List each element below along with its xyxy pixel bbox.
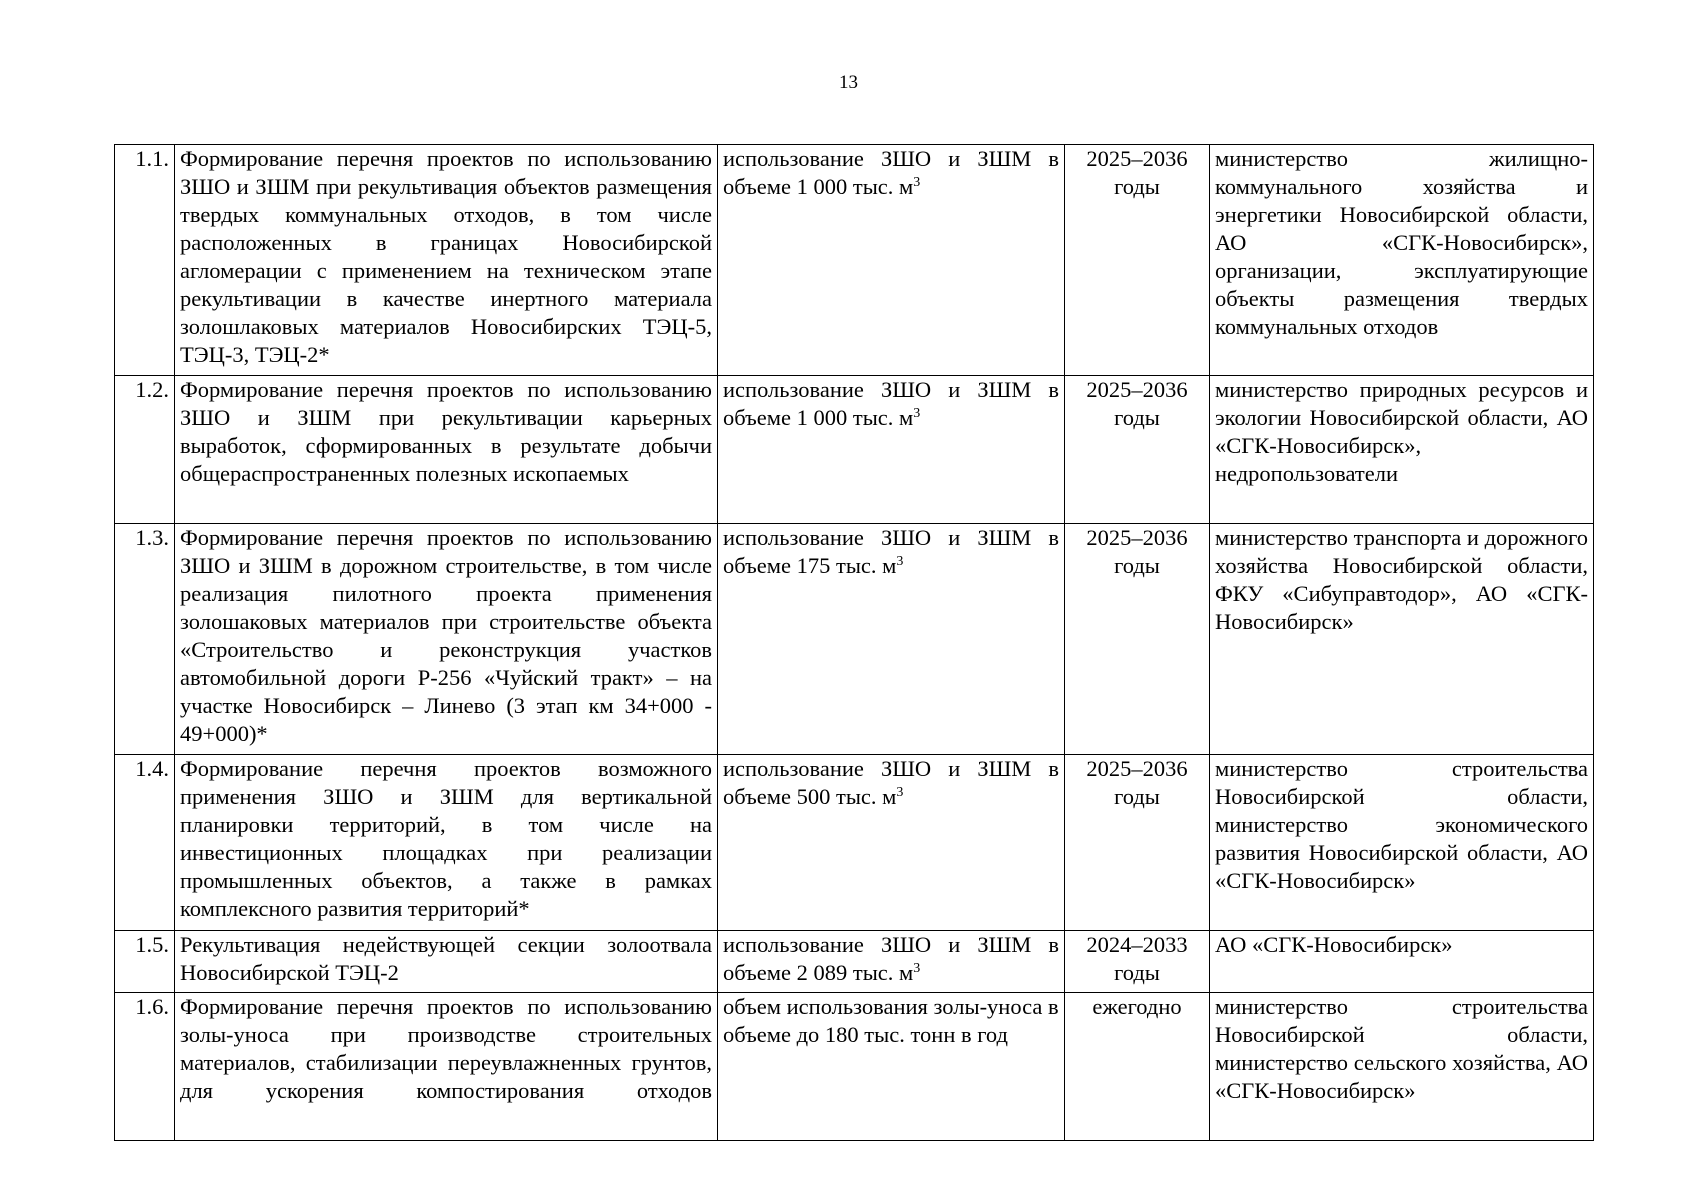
result-cell: использование ЗШО и ЗШМ в объеме 175 тыс. $м^3$ bbox=[718, 524, 1065, 755]
responsible-cell: министерство строительства Новосибирской области, министерство экономического развития Новосибирской области, АО «СГК-Новосибирск» bbox=[1210, 755, 1594, 931]
term-cell: 2025–2036 годы bbox=[1065, 755, 1210, 931]
term-cell: ежегодно bbox=[1065, 993, 1210, 1141]
term-cell: 2024–2033 годы bbox=[1065, 931, 1210, 993]
unit-superscript: 3 bbox=[896, 785, 904, 800]
activity-cell: Формирование перечня проектов по использованию ЗШО и ЗШМ при рекультивация объектов размещения твердых коммунальных отходов, в том числе расположенных в границах Новосибирской агломерации с применением на техническом этапе рекультивации в качестве инертного материала золошлаковых материалов Новосибирских ТЭЦ-5, ТЭЦ-3, ТЭЦ-2* bbox=[175, 145, 718, 376]
table-row bbox=[115, 993, 1594, 1141]
page-number: 13 bbox=[839, 72, 858, 93]
result-cell: использование ЗШО и ЗШМ в объеме 500 тыс. $м^3$ bbox=[718, 755, 1065, 931]
activity-cell: Формирование перечня проектов возможного применения ЗШО и ЗШМ для вертикальной планировки территорий, в том числе на инвестиционных площадках при реализации промышленных объектов, а также в рамках комплексного развития территорий* bbox=[175, 755, 718, 931]
row-number: 1.3. bbox=[115, 524, 175, 755]
row-number: 1.1. bbox=[115, 145, 175, 376]
responsible-cell: министерство транспорта и дорожного хозяйства Новосибирской области, ФКУ «Сибуправтодор», АО «СГК-Новосибирск» bbox=[1210, 524, 1594, 755]
activity-cell: Рекультивация недействующей секции золоотвала Новосибирской ТЭЦ-2 bbox=[175, 931, 718, 993]
result-cell: использование ЗШО и ЗШМ в объеме 2 089 тыс. $м^3$ bbox=[718, 931, 1065, 993]
table-row bbox=[115, 931, 1594, 993]
responsible-cell: министерство строительства Новосибирской области, министерство сельского хозяйства, АО «СГК-Новосибирск» bbox=[1210, 993, 1594, 1141]
responsible-cell: министерство природных ресурсов и экологии Новосибирской области, АО «СГК-Новосибирск», недропользователи bbox=[1210, 376, 1594, 524]
term-cell: 2025–2036 годы bbox=[1065, 376, 1210, 524]
activity-cell: Формирование перечня проектов по использованию ЗШО и ЗШМ в дорожном строительстве, в том числе реализация пилотного проекта применения золошаковых материалов при строительстве объекта «Строительство и реконструкция участков автомобильной дороги Р-256 «Чуйский тракт» – на участке Новосибирск – Линево (3 этап км 34+000 - 49+000)* bbox=[175, 524, 718, 755]
row-number: 1.6. bbox=[115, 993, 175, 1141]
unit-superscript: 3 bbox=[913, 961, 921, 976]
activity-cell: Формирование перечня проектов по использованию ЗШО и ЗШМ при рекультивации карьерных выработок, сформированных в результате добычи общераспространенных полезных ископаемых bbox=[175, 376, 718, 524]
unit-superscript: 3 bbox=[896, 554, 904, 569]
responsible-cell: министерство жилищно-коммунального хозяйства и энергетики Новосибирской области, АО «СГК-Новосибирск», организации, эксплуатирующие объекты размещения твердых коммунальных отходов bbox=[1210, 145, 1594, 376]
unit-superscript: 3 bbox=[913, 406, 921, 421]
term-cell: 2025–2036 годы bbox=[1065, 524, 1210, 755]
row-number: 1.4. bbox=[115, 755, 175, 931]
result-cell: использование ЗШО и ЗШМ в объеме 1 000 тыс. $м^3$ bbox=[718, 376, 1065, 524]
table-row bbox=[115, 755, 1594, 931]
row-number: 1.2. bbox=[115, 376, 175, 524]
activity-cell: Формирование перечня проектов по использованию золы-уноса при производстве строительных материалов, стабилизации переувлажненных грунтов, для ускорения компостирования отходов bbox=[175, 993, 718, 1141]
result-cell: использование ЗШО и ЗШМ в объеме 1 000 тыс. $м^3$ bbox=[718, 145, 1065, 376]
row-number: 1.5. bbox=[115, 931, 175, 993]
term-cell: 2025–2036 годы bbox=[1065, 145, 1210, 376]
measures-table bbox=[114, 144, 1594, 1141]
table-row bbox=[115, 376, 1594, 524]
responsible-cell: АО «СГК-Новосибирск» bbox=[1210, 931, 1594, 993]
table-row bbox=[115, 145, 1594, 376]
unit-superscript: 3 bbox=[913, 175, 921, 190]
result-cell: объем использования золы-уноса в объеме до 180 тыс. тонн в год bbox=[718, 993, 1065, 1141]
table-row bbox=[115, 524, 1594, 755]
